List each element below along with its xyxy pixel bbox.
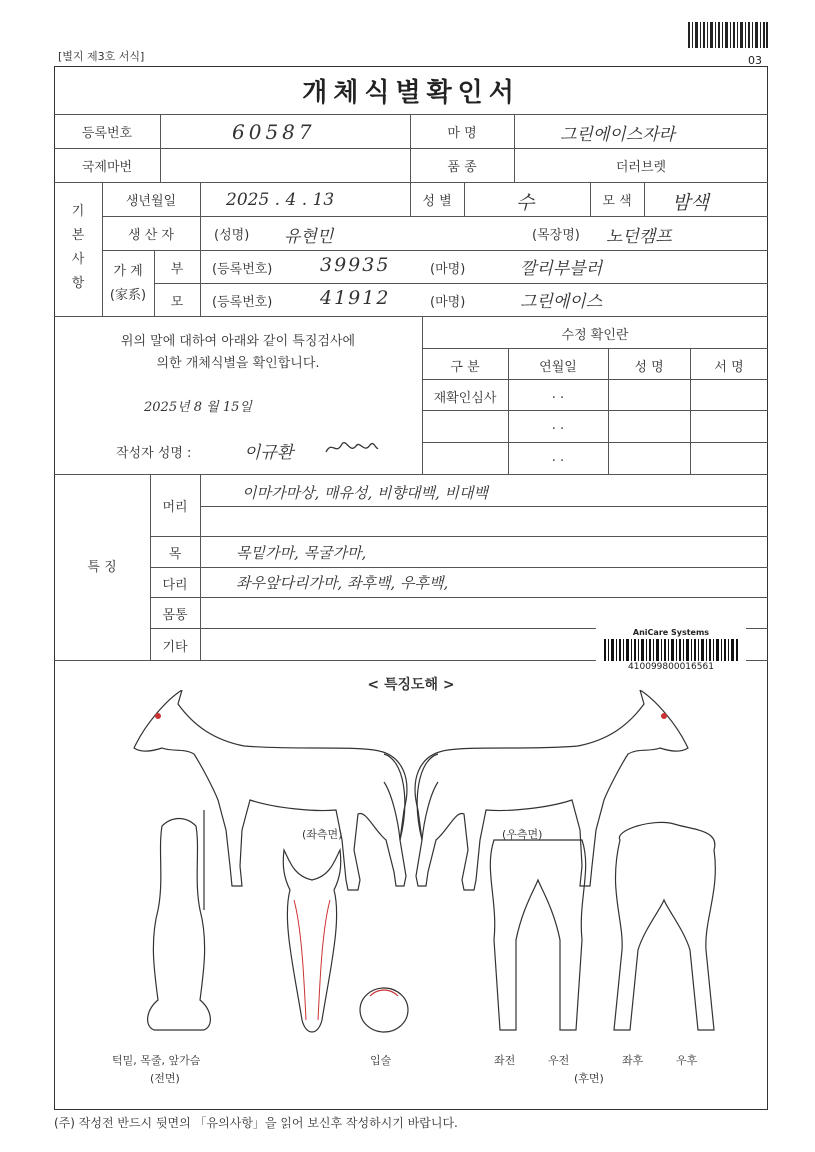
confirm-text-2: 의한 개체식별을 확인합니다. [156, 356, 320, 371]
diagram-rear-view: (후면) [574, 1072, 604, 1085]
breeder-name-label: (성명) [214, 228, 250, 243]
confirm-date: 2025년 8 월 15일 [144, 400, 252, 415]
diagram-rear-left: 좌후 [622, 1054, 644, 1067]
dam-name-label: (마명) [430, 295, 466, 310]
diagram-front-labels: 턱밑, 목줄, 앞가슴 [112, 1054, 201, 1067]
features-section-label: 특 징 [87, 560, 117, 575]
revision-col-sign: 서 명 [714, 360, 744, 375]
diagram-title: < 특징도해 > [367, 677, 455, 693]
sire-reg-value: 39935 [320, 254, 391, 276]
dam-reg-value: 41912 [320, 287, 391, 309]
horse-front-head [283, 850, 341, 1032]
breeder-name-value: 유현민 [284, 227, 334, 247]
horse-lip [360, 988, 408, 1032]
sex-label: 성 별 [422, 194, 452, 209]
id-sticker [596, 626, 746, 672]
dam-reg-label: (등록번호) [212, 295, 273, 310]
diagram-right-side: (우측면) [502, 828, 543, 841]
revision-col-type: 구 분 [450, 360, 480, 375]
revision-date-dots: . . [551, 387, 565, 402]
pedigree-sub: (家系) [109, 288, 147, 303]
reg-no-value: 60587 [232, 120, 316, 144]
other-label: 기타 [162, 640, 188, 655]
sticker-code: 410099800016561 [628, 662, 714, 672]
breed-value: 더러브렛 [615, 160, 667, 175]
diagram-rear-right: 우후 [676, 1054, 698, 1067]
diagram-lip: 입술 [370, 1054, 392, 1067]
diagram-front-view: (전면) [150, 1072, 180, 1085]
sire-name-label: (마명) [430, 262, 466, 277]
horse-front-neck [148, 819, 211, 1031]
neck-value: 목밑가마, 목굴가마, [236, 544, 367, 562]
author-value: 이규환 [244, 443, 294, 463]
footer-note: (주) 작성전 반드시 뒷면의 「유의사항」을 읽어 보신후 작성하시기 바랍니다. [54, 1116, 458, 1130]
legs-label: 다리 [162, 578, 188, 593]
horse-left-side [134, 690, 407, 890]
author-signature [324, 436, 380, 460]
revision-title: 수정 확인란 [561, 328, 629, 343]
diagram-front-left: 좌전 [494, 1054, 516, 1067]
sex-value: 수 [516, 192, 535, 214]
recheck-label: 재확인심사 [433, 391, 497, 406]
revision-col-name: 성 명 [634, 360, 664, 375]
revision-date-dots: . . [551, 418, 565, 433]
revision-date-dots: . . [551, 450, 565, 465]
legs-value: 좌우앞다리가마, 좌후백, 우후백, [236, 574, 449, 592]
farm-value: 노던캠프 [606, 227, 672, 247]
horse-name-value: 그린에이스자라 [560, 125, 675, 145]
farm-label: (목장명) [532, 228, 580, 243]
breed-label: 품 종 [447, 160, 477, 175]
reg-no-label: 등록번호 [81, 126, 133, 141]
color-label: 모 색 [602, 194, 632, 209]
sire-label: 부 [170, 262, 184, 277]
horse-front-legs [490, 840, 585, 1030]
sire-reg-label: (등록번호) [212, 262, 273, 277]
horse-name-label: 마 명 [447, 126, 477, 141]
pedigree-label: 가 계 [113, 264, 143, 279]
sticker-brand: AniCare Systems [632, 628, 710, 637]
author-label: 작성자 성명 : [116, 446, 192, 461]
page-title: 개체식별확인서 [302, 78, 520, 108]
basic-section-label: 기본사항 [71, 204, 85, 291]
breeder-label: 생 산 자 [128, 228, 174, 243]
diagram-front-right: 우전 [548, 1054, 570, 1067]
sticker-barcode [604, 639, 738, 661]
color-value: 밤색 [672, 192, 709, 214]
dam-name-value: 그린에이스 [520, 292, 603, 312]
revision-col-date: 연월일 [539, 360, 577, 375]
barcode-top [688, 22, 768, 48]
birth-value: 2025 . 4 . 13 [226, 190, 335, 210]
confirm-text-1: 위의 말에 대하여 아래와 같이 특징검사에 [120, 334, 356, 349]
horse-right-side [415, 690, 688, 890]
head-value: 이마가마상, 매유성, 비향대백, 비대백 [242, 484, 488, 502]
head-label: 머리 [162, 500, 188, 515]
dam-label: 모 [170, 295, 184, 310]
neck-label: 목 [168, 547, 182, 562]
form-number: [별지 제3호 서식] [58, 50, 145, 63]
sire-name-value: 깔리부블러 [520, 259, 603, 279]
birth-label: 생년월일 [125, 194, 177, 209]
diagram-left-side: (좌측면) [302, 828, 343, 841]
page-number: 03 [748, 54, 762, 67]
horse-rear-view [614, 822, 715, 1030]
intl-name-label: 국제마번 [81, 160, 133, 175]
body-label: 몸통 [162, 608, 188, 623]
horse-diagram [54, 690, 768, 1110]
